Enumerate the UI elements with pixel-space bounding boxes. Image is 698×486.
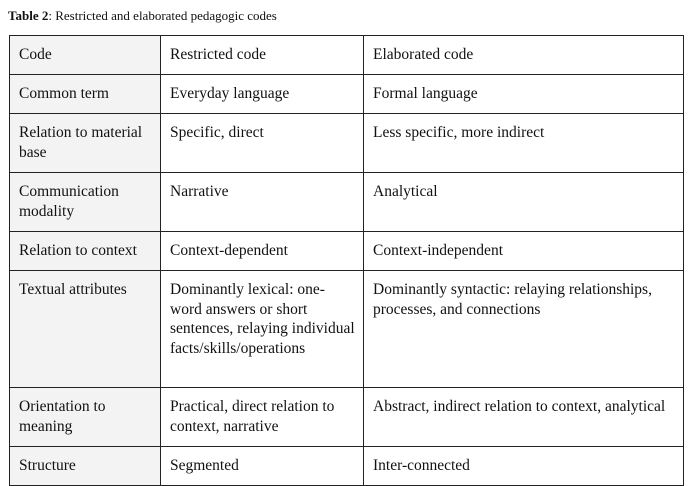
restricted-code-cell: Segmented: [161, 447, 364, 486]
row-label-cell: Relation to context: [10, 232, 161, 271]
elaborated-code-cell: Less specific, more indirect: [364, 114, 684, 173]
caption-label: Table 2: [8, 8, 49, 23]
elaborated-code-cell: Inter-connected: [364, 447, 684, 486]
row-label-cell: Textual attributes: [10, 271, 161, 388]
restricted-code-cell: Specific, direct: [161, 114, 364, 173]
table-row: [10, 271, 684, 388]
restricted-code-cell: Context-dependent: [161, 232, 364, 271]
header-cell: Restricted code: [161, 36, 364, 75]
header-cell: Elaborated code: [364, 36, 684, 75]
row-label-cell: Relation to material base: [10, 114, 161, 173]
header-cell: Code: [10, 36, 161, 75]
row-label-cell: Common term: [10, 75, 161, 114]
elaborated-code-cell: Context-independent: [364, 232, 684, 271]
table-caption: [8, 8, 277, 24]
restricted-code-cell: Narrative: [161, 173, 364, 232]
elaborated-code-cell: Analytical: [364, 173, 684, 232]
table-row: [10, 173, 684, 232]
row-label-cell: Structure: [10, 447, 161, 486]
restricted-code-cell: Dominantly lexical: one-word answers or short sentences, relaying individual facts/skills/operations: [161, 271, 364, 388]
pedagogic-codes-table: [9, 35, 684, 486]
elaborated-code-cell: Abstract, indirect relation to context, analytical: [364, 388, 684, 447]
row-label-cell: Communication modality: [10, 173, 161, 232]
row-label-cell: Orientation to meaning: [10, 388, 161, 447]
table-row: [10, 114, 684, 173]
table-row: [10, 75, 684, 114]
table-row: [10, 388, 684, 447]
caption-text: : Restricted and elaborated pedagogic codes: [48, 8, 277, 23]
table-header-row: [10, 36, 684, 75]
table-row: [10, 447, 684, 486]
elaborated-code-cell: Dominantly syntactic: relaying relationships, processes, and connections: [364, 271, 684, 388]
restricted-code-cell: Practical, direct relation to context, narrative: [161, 388, 364, 447]
elaborated-code-cell: Formal language: [364, 75, 684, 114]
table-row: [10, 232, 684, 271]
restricted-code-cell: Everyday language: [161, 75, 364, 114]
